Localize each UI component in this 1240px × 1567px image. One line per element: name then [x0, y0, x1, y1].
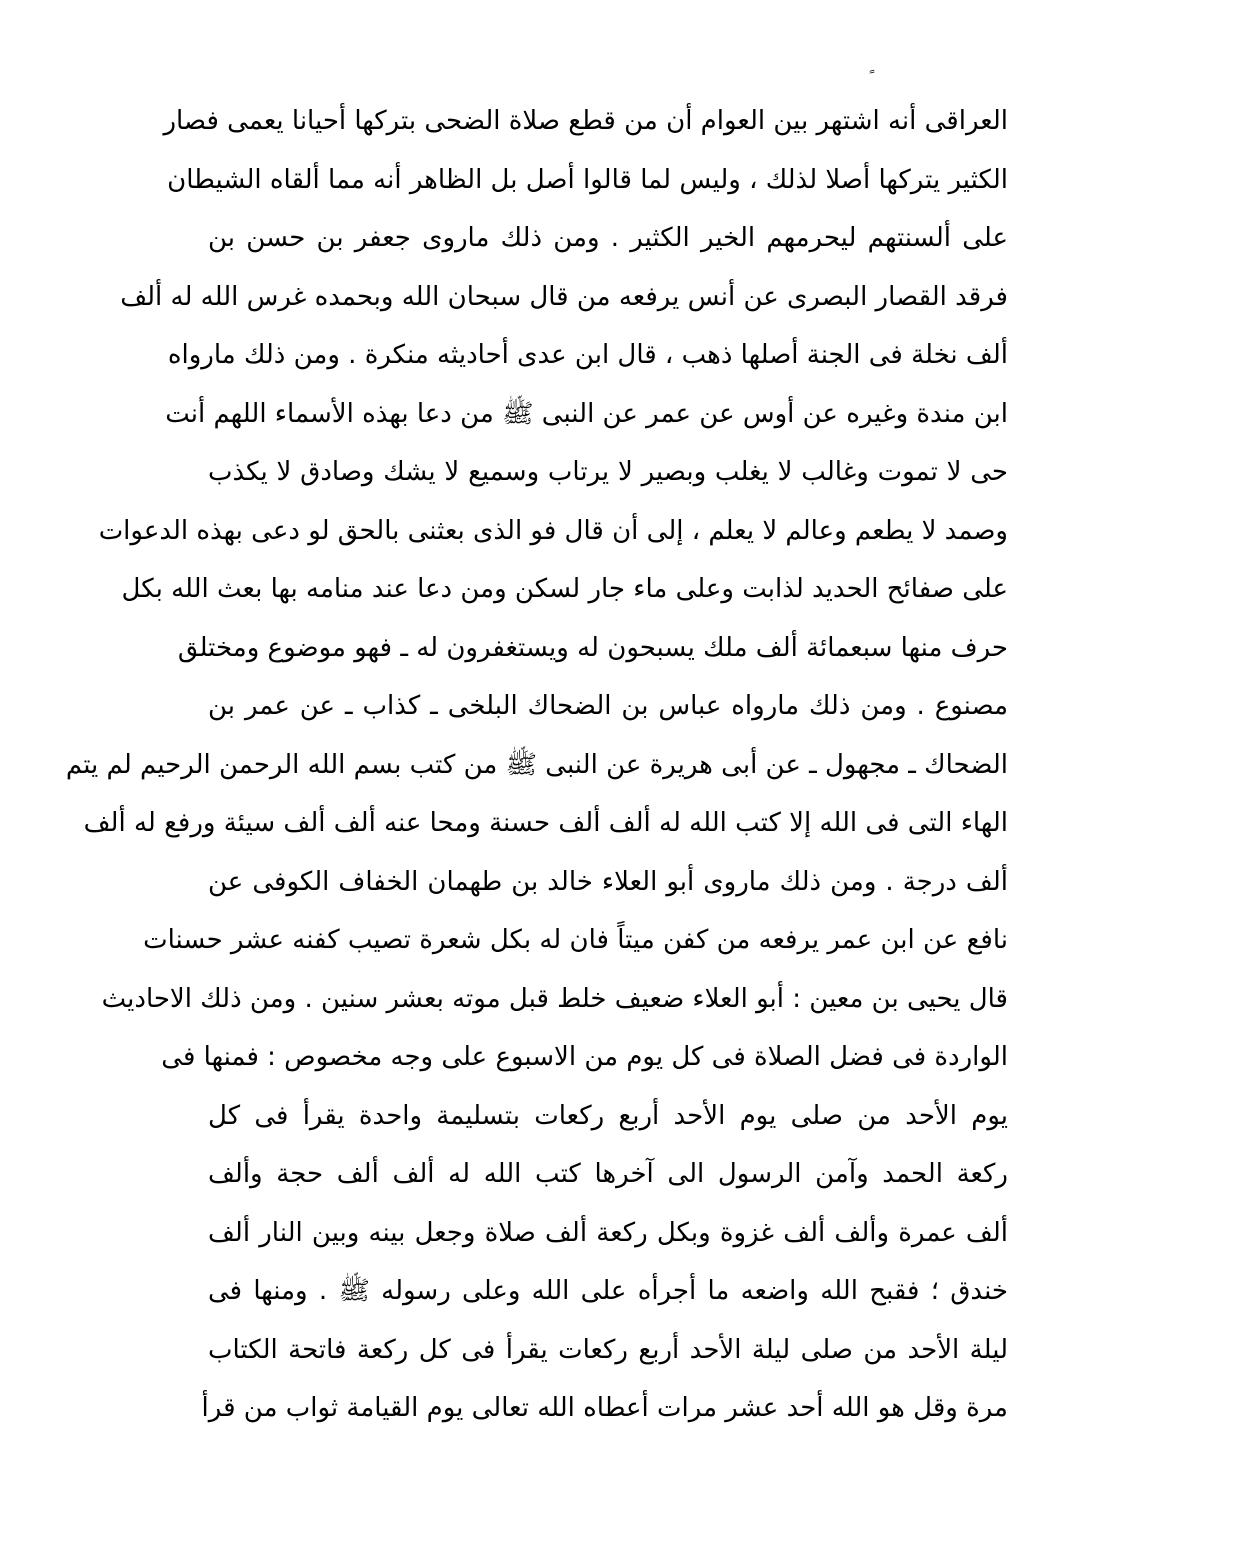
text-line-5: ألف نخلة فى الجنة أصلها ذهب ، قال ابن عدى أحاديثه منكرة . ومن ذلك مارواه — [167, 340, 1008, 370]
text-line-4: فرقد القصار البصرى عن أنس يرفعه من قال سبحان الله وبحمده غرس الله له ألف — [120, 281, 1008, 312]
text-line-11: مصنوع . ومن ذلك مارواه عباس بن الضحاك البلخى ـ كذاب ـ عن عمر بن — [208, 691, 1008, 721]
text-line-13: الهاء التى فى الله إلا كتب الله له ألف ألف حسنة ومحا عنه ألف ألف سيئة ورفع له ألف — [83, 808, 1008, 838]
text-line-8: وصمد لا يطعم وعالم لا يعلم ، إلى أن قال فو الذى بعثنى بالحق لو دعى بهذه الدعوات — [98, 515, 1008, 546]
text-line-10: حرف منها سبعمائة ألف ملك يسبحون له ويستغفرون له ـ فهو موضوع ومختلق — [177, 632, 1008, 663]
arabic-text-block — [65, 92, 1008, 1438]
text-line-2: الكثير يتركها أصلا لذلك ، وليس لما قالوا أصل بل الظاهر أنه مما ألقاه الشيطان — [167, 164, 1008, 195]
text-line-1: العراقى أنه اشتهر بين العوام أن من قطع صلاة الضحى بتركها أحيانا يعمى فصار — [163, 106, 1008, 136]
text-line-14: ألف درجة . ومن ذلك ماروى أبو العلاء خالد بن طهمان الخفاف الكوفى عن — [208, 866, 1008, 897]
text-line-9: على صفائح الحديد لذابت وعلى ماء جار لسكن ومن دعا عند منامه بها بعث الله بكل — [121, 574, 1008, 604]
text-line-20: ألف عمرة وألف ألف غزوة وبكل ركعة ألف صلاة وجعل بينه وبين النار ألف — [208, 1217, 1008, 1248]
text-line-3: على ألسنتهم ليحرمهم الخير الكثير . ومن ذلك ماروى جعفر بن حسن بن — [208, 223, 1008, 253]
text-line-21: خندق ؛ فقبح الله واضعه ما أجرأه على الله وعلى رسوله ﷺ . ومنها فى — [208, 1276, 1008, 1306]
text-line-18: يوم الأحد من صلى يوم الأحد أربع ركعات بتسليمة واحدة يقرأ فى كل — [208, 1100, 1008, 1131]
text-line-23: مرة وقل هو الله أحد عشر مرات أعطاه الله تعالى يوم القيامة ثواب من قرأ — [201, 1393, 1008, 1423]
text-line-17: الواردة فى فضل الصلاة فى كل يوم من الاسبوع على وجه مخصوص : فمنها فى — [161, 1042, 1008, 1072]
text-line-22: ليلة الأحد من صلى ليلة الأحد أربع ركعات يقرأ فى كل ركعة فاتحة الكتاب — [208, 1334, 1008, 1365]
text-line-16: قال يحيى بن معين : أبو العلاء ضعيف خلط قبل موته بعشر سنين . ومن ذلك الاحاديث — [101, 983, 1008, 1014]
text-line-6: ابن مندة وغيره عن أوس عن عمر عن النبى ﷺ من دعا بهذه الأسماء اللهم أنت — [165, 398, 1008, 429]
text-line-7: حى لا تموت وغالب لا يغلب وبصير لا يرتاب وسميع لا يشك وصادق لا يكذب — [208, 457, 1008, 487]
text-line-12: الضحاك ـ مجهول ـ عن أبى هريرة عن النبى ﷺ من كتب بسم الله الرحمن الرحيم لم يتم — [65, 749, 1008, 780]
text-line-15: نافع عن ابن عمر يرفعه من كفن ميتاً فان له بكل شعرة تصيب كفنه عشر حسنات — [143, 925, 1008, 955]
text-line-19: ركعة الحمد وآمن الرسول الى آخرها كتب الله له ألف ألف حجة وألف — [208, 1159, 1008, 1189]
